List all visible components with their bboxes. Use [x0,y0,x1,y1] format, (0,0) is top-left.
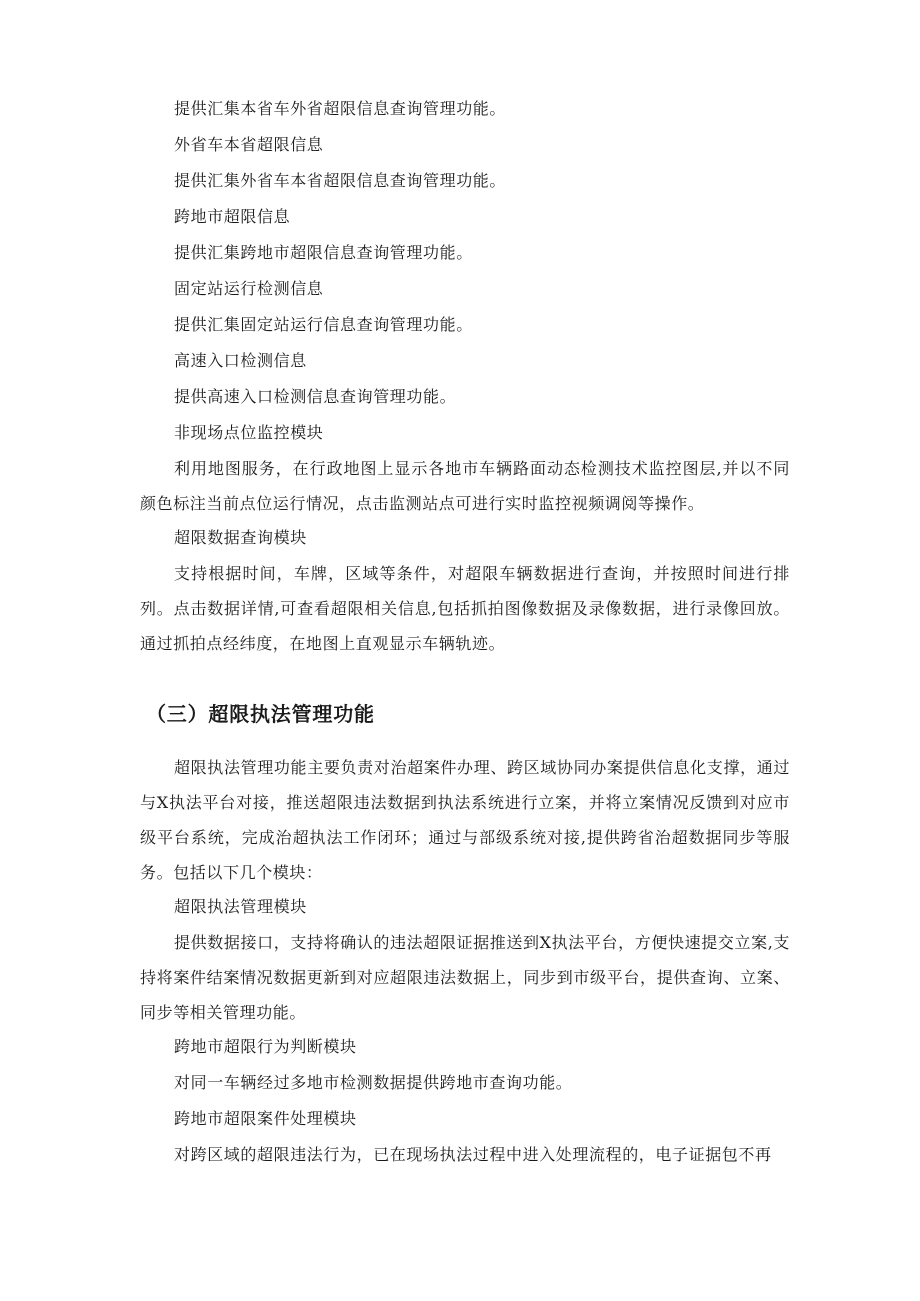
body-line: 提供汇集本省车外省超限信息查询管理功能。 [174,99,507,118]
body-paragraph: 利用地图服务，在行政地图上显示各地市车辆路面动态检测技术监控图层,并以不同颜色标注当前点位运行情况，点击监测站点可进行实时监控视频调阅等操作。 [140,459,790,513]
body-paragraph: 支持根据时间，车牌，区域等条件，对超限车辆数据进行查询，并按照时间进行排列。点击数据详情,可查看超限相关信息,包括抓拍图像数据及录像数据，进行录像回放。通过抓拍点经纬度，在地图上直观显示车辆轨迹。 [140,564,790,653]
body-line: 提供高速入口检测信息查询管理功能。 [174,387,457,406]
module-title: 跨地市超限行为判断模块 [174,1037,357,1056]
body-line: 提供汇集固定站运行信息查询管理功能。 [174,315,473,334]
body-paragraph: 超限执法管理功能主要负责对治超案件办理、跨区域协同办案提供信息化支撑，通过与X执法平台对接，推送超限违法数据到执法系统进行立案，并将立案情况反馈到对应市级平台系统，完成治超执法工作闭环；通过与部级系统对接,提供跨省治超数据同步等服务。包括以下几个模块： [140,758,790,882]
document-body [140,96,790,1178]
body-line: 提供汇集跨地市超限信息查询管理功能。 [174,243,473,262]
subheading-line: 外省车本省超限信息 [174,135,324,154]
subheading-line: 跨地市超限信息 [174,207,291,226]
section-heading: （三）超限执法管理功能 [146,702,375,726]
module-title: 超限执法管理模块 [174,897,307,916]
module-title: 非现场点位监控模块 [174,423,324,442]
module-title: 超限数据查询模块 [174,528,307,547]
body-line: 对同一车辆经过多地市检测数据提供跨地市查询功能。 [174,1073,573,1092]
body-line: 提供汇集外省车本省超限信息查询管理功能。 [174,171,507,190]
body-paragraph: 提供数据接口，支持将确认的违法超限证据推送到X执法平台，方便快速提交立案,支持将案件结案情况数据更新到对应超限违法数据上，同步到市级平台，提供查询、立案、同步等相关管理功能。 [140,933,790,1022]
body-line: 对跨区域的超限违法行为，已在现场执法过程中进入处理流程的，电子证据包不再 [174,1145,772,1164]
subheading-line: 固定站运行检测信息 [174,279,324,298]
module-title: 跨地市超限案件处理模块 [174,1109,357,1128]
subheading-line: 高速入口检测信息 [174,351,307,370]
